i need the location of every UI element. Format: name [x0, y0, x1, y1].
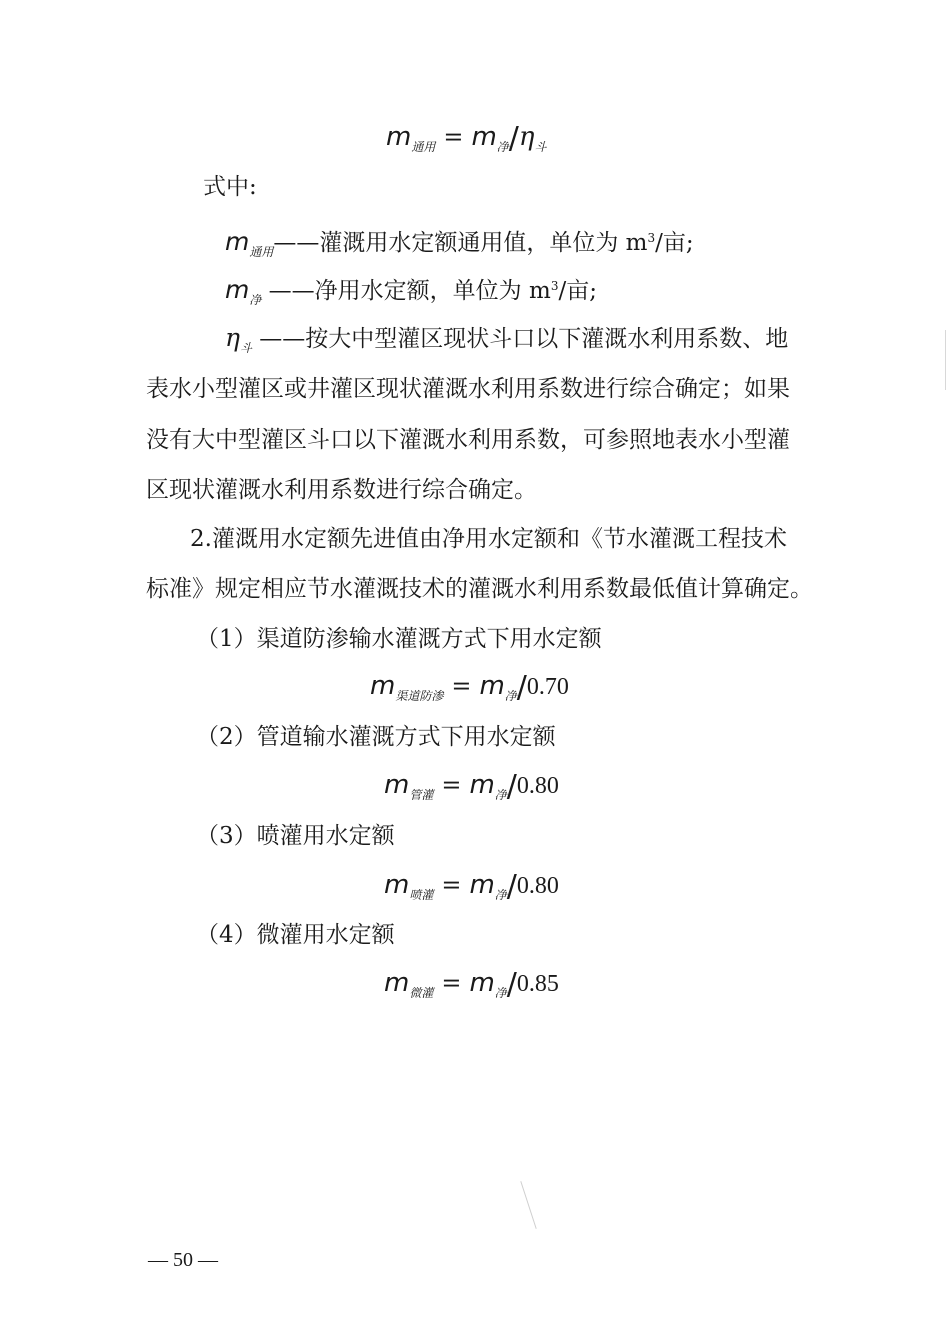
definition-subscript: 通用	[249, 245, 274, 259]
formula-symbol: m	[469, 770, 495, 800]
definition-text: ——按大中型灌区现状斗口以下灌溉水利用系数、地	[252, 326, 789, 352]
formula-symbol: m	[386, 122, 412, 152]
formula-subscript: 管灌	[409, 788, 434, 802]
definition-superscript: 3	[550, 279, 559, 293]
formula-slash: /	[516, 670, 527, 705]
paragraph-line: 标准》规定相应节水灌溉技术的灌溉水利用系数最低值计算确定。	[146, 576, 813, 602]
formula-symbol: m	[384, 870, 410, 900]
item-heading: （3）喷灌用水定额	[196, 823, 395, 849]
formula-subscript: 净	[494, 888, 507, 902]
formula-subscript: 渠道防渗	[395, 689, 444, 703]
formula-symbol: m	[384, 968, 410, 998]
formula-symbol: m	[384, 770, 410, 800]
formula-pipe-irrigation	[384, 770, 559, 810]
formula-symbol: m	[471, 122, 497, 152]
formula-equals: =	[443, 123, 464, 151]
definition-symbol: m	[225, 275, 250, 304]
page-number: — 50 —	[148, 1249, 218, 1271]
definition-text: ——净用水定额，单位为 m	[261, 278, 551, 304]
definition-symbol: η	[225, 323, 240, 352]
formula-slash: /	[508, 121, 519, 156]
formula-symbol: m	[479, 671, 505, 701]
formula-value: 0.80	[516, 873, 559, 899]
formula-subscript: 通用	[411, 140, 436, 154]
definition-text-end: /亩;	[558, 278, 597, 304]
item-heading: （1）渠道防渗输水灌溉方式下用水定额	[196, 626, 602, 652]
definition-m-net	[225, 271, 597, 315]
formula-subscript: 净	[494, 986, 507, 1000]
definition-subscript: 斗	[239, 341, 252, 355]
formula-subscript: 净	[496, 140, 509, 154]
formula-micro-irrigation	[384, 968, 559, 1008]
definition-subscript: 净	[249, 293, 262, 307]
definition-text-end: /亩;	[655, 230, 694, 256]
formula-symbol: m	[370, 671, 396, 701]
paragraph-line: 区现状灌溉水利用系数进行综合确定。	[146, 477, 537, 503]
formula-slash: /	[506, 967, 517, 1002]
formula-slash: /	[506, 869, 517, 904]
formula-equals: =	[441, 969, 462, 997]
definition-superscript: 3	[647, 231, 656, 245]
formula-subscript: 斗	[534, 140, 547, 154]
formula-subscript: 微灌	[409, 986, 434, 1000]
definition-m-general	[225, 223, 694, 267]
formula-symbol: m	[469, 968, 495, 998]
scan-mark	[520, 1181, 536, 1229]
definition-symbol: m	[225, 227, 250, 256]
paragraph-line: 没有大中型灌区斗口以下灌溉水利用系数，可参照地表水小型灌	[146, 427, 790, 453]
scan-edge-mark	[945, 330, 946, 390]
formula-value: 0.70	[526, 674, 569, 700]
item-heading: （2）管道输水灌溉方式下用水定额	[196, 724, 556, 750]
formula-sprinkler-irrigation	[384, 870, 559, 910]
formula-subscript: 喷灌	[409, 888, 434, 902]
paragraph-line: 表水小型灌区或井灌区现状灌溉水利用系数进行综合确定；如果	[146, 376, 790, 402]
formula-subscript: 净	[504, 689, 517, 703]
formula-symbol: m	[469, 870, 495, 900]
definition-eta	[225, 323, 788, 363]
formula-slash: /	[506, 769, 517, 804]
definition-text: ——灌溉用水定额通用值，单位为 m	[273, 230, 648, 256]
paragraph-line: 2.灌溉用水定额先进值由净用水定额和《节水灌溉工程技术	[190, 526, 787, 552]
formula-equals: =	[451, 672, 472, 700]
formula-equals: =	[441, 771, 462, 799]
formula-canal-seepage	[370, 671, 569, 711]
item-heading: （4）微灌用水定额	[196, 922, 395, 948]
formula-eta: η	[518, 122, 535, 152]
formula-equals: =	[441, 871, 462, 899]
where-label: 式中:	[203, 174, 257, 200]
formula-value: 0.85	[516, 971, 559, 997]
formula-general	[386, 122, 547, 162]
formula-value: 0.80	[516, 773, 559, 799]
formula-subscript: 净	[494, 788, 507, 802]
